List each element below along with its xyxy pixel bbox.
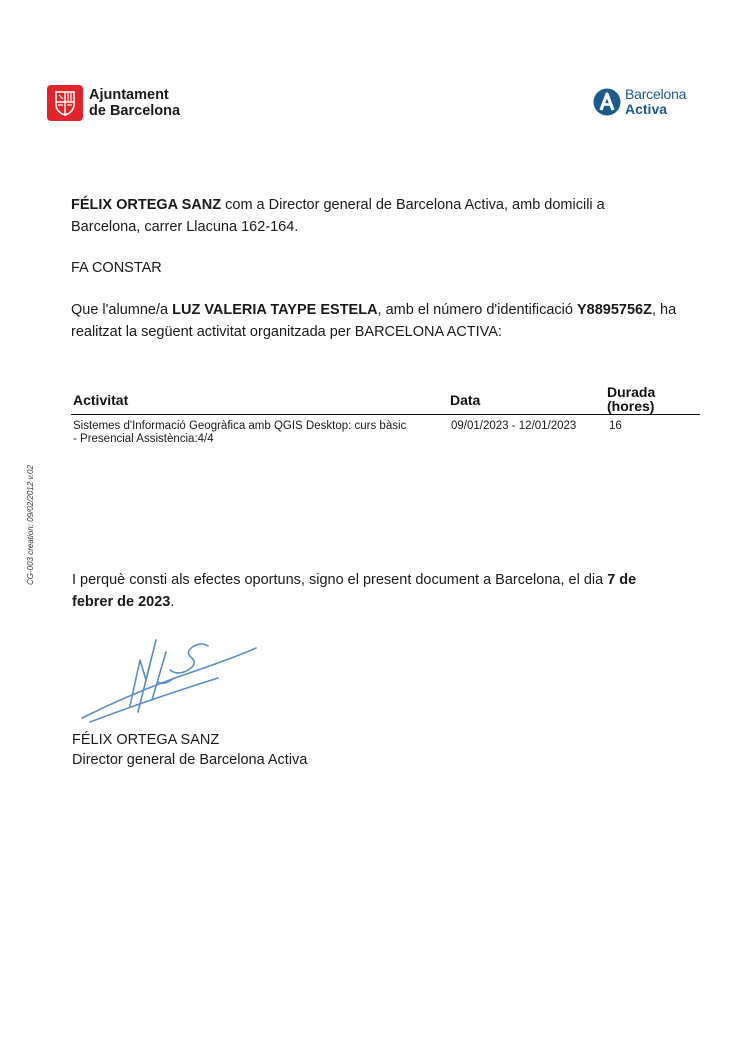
signer-title: Director general de Barcelona Activa: [72, 752, 308, 768]
document-code: CG-003 creation: 09/02/2012 v.02: [26, 465, 35, 585]
student-mid: , amb el número d'identificació: [377, 302, 577, 318]
closing-paragraph: I perquè consti als efectes oportuns, signo el present document a Barcelona, el dia 7 de febrer de 2023.: [72, 572, 637, 610]
duration-cell: 16: [609, 420, 622, 432]
director-name: FÉLIX ORTEGA SANZ: [71, 197, 222, 213]
ajuntament-logo: [47, 85, 180, 121]
student-paragraph: [71, 299, 701, 343]
activa-wordmark: Barcelona Activa: [625, 86, 687, 117]
activity-cell: Sistemes d'Informació Geogràfica amb QGIS Desktop: curs bàsic - Presencial Assistència:4/4: [73, 420, 407, 445]
signer-block: [72, 730, 307, 770]
date-cell: 09/01/2023 - 12/01/2023: [451, 420, 577, 432]
col-activity-header: Activitat: [73, 392, 129, 408]
barcelona-activa-logo: [593, 87, 686, 117]
activa-a-icon: [593, 88, 621, 116]
col-date-header: Data: [450, 392, 481, 408]
handwritten-signature: [78, 630, 268, 730]
table-header: [71, 382, 700, 415]
signer-name: FÉLIX ORTEGA SANZ: [72, 732, 220, 748]
col-duration-header: Durada (hores): [607, 384, 656, 414]
student-suffix: , ha realitzat la següent activitat organitzada per BARCELONA ACTIVA:: [71, 302, 677, 340]
student-id: Y8895756Z: [576, 302, 652, 318]
intro-paragraph: [71, 194, 671, 238]
student-name: LUZ VALERIA TAYPE ESTELA: [172, 302, 378, 318]
intro-text: com a Director general de Barcelona Activa, amb domicili a Barcelona, carrer Llacuna 162-164.: [71, 197, 605, 235]
fa-constar-heading: FA CONSTAR: [71, 260, 162, 276]
student-prefix: Que l'alumne/a: [71, 302, 173, 318]
barcelona-shield-icon: [47, 85, 83, 121]
closing-text: I perquè consti als efectes oportuns, signo el present document a Barcelona, el dia: [72, 572, 608, 588]
ajuntament-wordmark: Ajuntament de Barcelona: [89, 87, 181, 119]
closing-date: 7 de febrer de 2023: [72, 572, 637, 610]
